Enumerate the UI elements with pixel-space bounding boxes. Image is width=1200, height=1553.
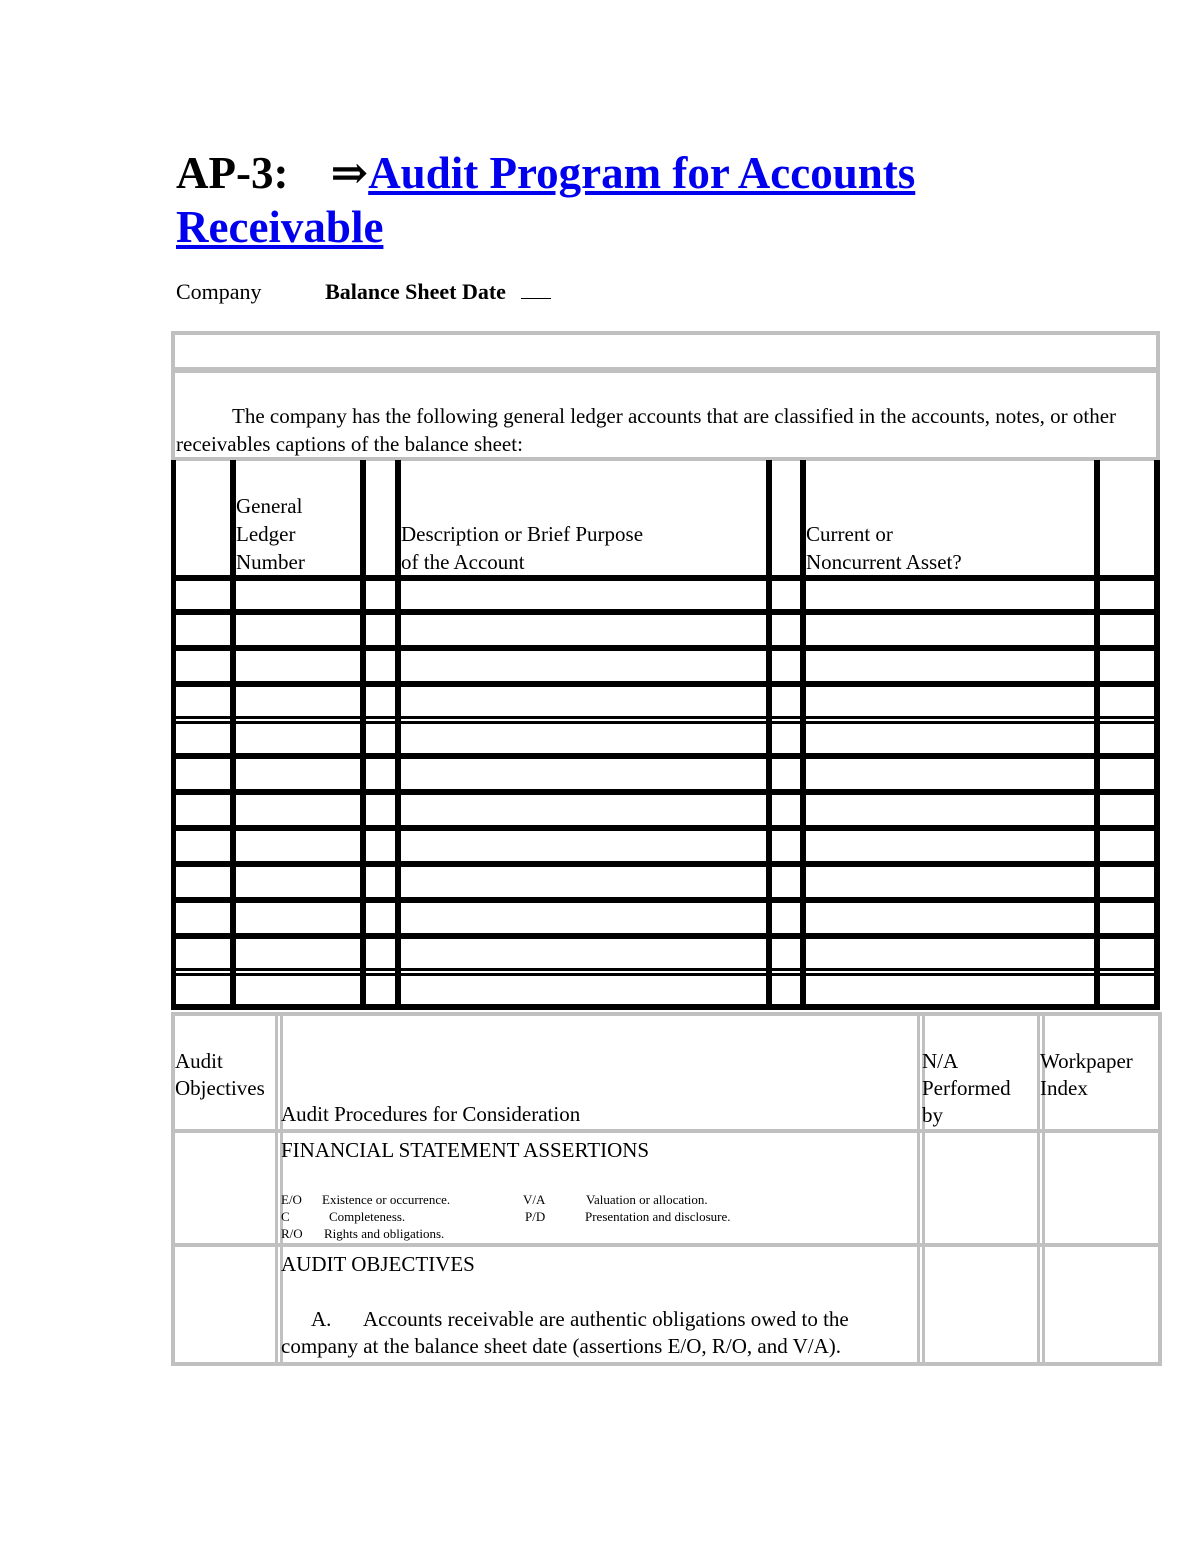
assertion-code: R/O <box>281 1226 303 1241</box>
gl-header-line: Ledger <box>236 522 296 546</box>
header-audit-procedures: Audit Procedures for Consideration <box>281 1102 581 1126</box>
assertion-label: Presentation and disclosure. <box>585 1209 731 1224</box>
ledger-row-line <box>171 789 1160 795</box>
arrow-icon: ⇒ <box>330 148 369 198</box>
ledger-row-line <box>171 575 1160 581</box>
assertion-label: Valuation or allocation. <box>586 1192 708 1207</box>
ledger-row-line <box>171 1004 1160 1010</box>
balance-sheet-date-field[interactable] <box>521 279 551 299</box>
ledger-row-line <box>171 897 1160 903</box>
header-fields <box>176 279 551 305</box>
gl-header-line: Number <box>236 550 305 574</box>
ledger-divider <box>360 460 366 1010</box>
ledger-header-current <box>806 520 962 576</box>
assertion-code: E/O <box>281 1192 302 1207</box>
ledger-header-gl-number <box>236 492 305 576</box>
assertion-code: P/D <box>525 1209 546 1224</box>
gl-header-line: General <box>236 494 303 518</box>
header-audit-objectives: Audit Objectives <box>175 1049 265 1100</box>
ledger-header-description <box>401 520 643 576</box>
current-header-line: Current or <box>806 522 893 546</box>
assertion-label: Completeness. <box>329 1209 406 1224</box>
assertion-code: V/A <box>523 1192 546 1207</box>
ledger-row-line <box>171 861 1160 867</box>
proc-row-line <box>171 1243 1162 1247</box>
header-na-performed: N/A Performed by <box>922 1049 1011 1127</box>
ledger-row-line <box>171 973 1160 976</box>
intro-text: The company has the following general ledger accounts that are classified in the accounts, notes, or other receivables captions of the balance sheet: <box>176 404 1117 456</box>
assertion-code: C <box>281 1209 290 1224</box>
current-header-line: Noncurrent Asset? <box>806 550 962 574</box>
desc-header-line: Description or Brief Purpose <box>401 522 644 546</box>
ledger-row-line <box>171 716 1160 719</box>
title-link[interactable]: Audit Program for Accounts Receivable <box>176 148 916 252</box>
ledger-divider <box>1094 460 1100 1010</box>
assertion-label: Rights and obligations. <box>324 1226 445 1241</box>
ledger-row-line <box>171 933 1160 939</box>
ledger-row-line <box>171 645 1160 651</box>
ledger-row-line <box>171 681 1160 687</box>
empty-header-row <box>171 331 1160 371</box>
proc-row-line <box>171 1129 1162 1133</box>
ledger-row-line <box>171 609 1160 615</box>
proc-divider <box>275 1012 278 1366</box>
balance-sheet-date-label: Balance Sheet Date <box>325 279 506 304</box>
header-workpaper-index: Workpaper Index <box>1040 1049 1133 1100</box>
objectives-heading: AUDIT OBJECTIVES <box>281 1252 475 1276</box>
ledger-row-line <box>171 721 1160 724</box>
title-prefix: AP-3: <box>176 148 289 198</box>
objective-a-text: Accounts receivable are authentic obligations owed to the company at the balance sheet date (assertions E/O, R/O, and V/A). <box>281 1307 849 1358</box>
desc-header-line: of the Account <box>401 550 525 574</box>
proc-border <box>1158 1012 1162 1366</box>
assertion-label: Existence or occurrence. <box>322 1192 451 1207</box>
proc-divider <box>917 1012 920 1366</box>
objective-a <box>281 1306 915 1360</box>
page-title <box>176 146 1136 254</box>
proc-border <box>171 1362 1162 1366</box>
proc-border <box>171 1012 1162 1016</box>
ledger-border-right <box>1154 460 1160 1010</box>
ledger-row-line <box>171 825 1160 831</box>
ledger-divider <box>766 460 772 1010</box>
assertions-heading: FINANCIAL STATEMENT ASSERTIONS <box>281 1138 650 1162</box>
ledger-row-line <box>171 968 1160 971</box>
company-label: Company <box>176 279 262 304</box>
objective-a-letter: A. <box>311 1307 332 1331</box>
procedures-table <box>171 1012 1162 1366</box>
ledger-row-line <box>171 753 1160 759</box>
ledger-border-left <box>171 460 176 1010</box>
